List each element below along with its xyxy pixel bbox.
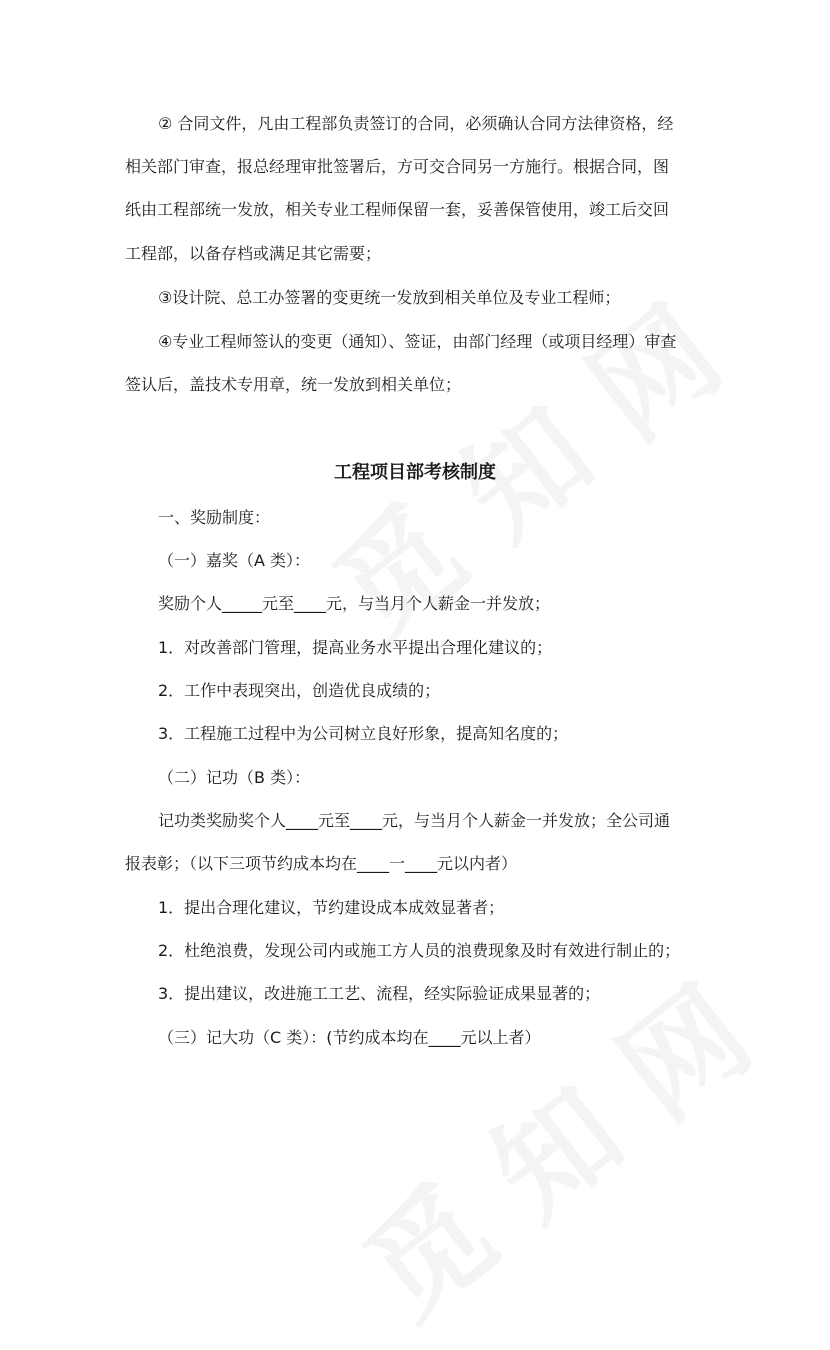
- section-line: 记功类奖励奖个人____元至____元，与当月个人薪金一并发放；全公司通: [158, 811, 671, 830]
- paragraph-line: 工程部，以备存档或满足其它需要；: [125, 244, 382, 263]
- section-line: （二）记功（B 类）：: [158, 768, 311, 787]
- section-line: 1．提出合理化建议，节约建设成本成效显著者；: [158, 898, 505, 917]
- section-line: （三）记大功（C 类）：(节约成本均在____元以上者）: [158, 1028, 541, 1047]
- section-line: 2．杜绝浪费，发现公司内或施工方人员的浪费现象及时有效进行制止的；: [158, 941, 681, 960]
- paragraph-line: 签认后，盖技术专用章，统一发放到相关单位；: [125, 375, 462, 394]
- paragraph-line: ② 合同文件，凡由工程部负责签订的合同，必须确认合同方法律资格，经: [158, 114, 674, 133]
- section-line: 3．提出建议，改进施工工艺、流程，经实际验证成果显著的；: [158, 984, 601, 1003]
- section-line: 一、奖励制度：: [158, 508, 271, 527]
- section-title: 工程项目部考核制度: [334, 462, 496, 483]
- paragraph-line: ③设计院、总工办签署的变更统一发放到相关单位及专业工程师；: [158, 288, 621, 307]
- section-line: 2．工作中表现突出，创造优良成绩的；: [158, 681, 441, 700]
- section-line: 报表彰；（以下三项节约成本均在____一____元以内者）: [125, 854, 518, 873]
- section-line: （一）嘉奖（A 类）：: [158, 551, 311, 570]
- paragraph-line: 纸由工程部统一发放，相关专业工程师保留一套，妥善保管使用，竣工后交回: [125, 200, 670, 219]
- section-line: 奖励个人_____元至____元，与当月个人薪金一并发放；: [158, 594, 551, 613]
- paragraph-line: 相关部门审查，报总经理审批签署后，方可交合同另一方施行。根据合同，图: [125, 157, 670, 176]
- section-line: 3．工程施工过程中为公司树立良好形象，提高知名度的；: [158, 724, 569, 743]
- paragraph-line: ④专业工程师签认的变更（通知）、签证，由部门经理（或项目经理）审查: [158, 332, 677, 351]
- section-line: 1．对改善部门管理，提高业务水平提出合理化建议的；: [158, 638, 553, 657]
